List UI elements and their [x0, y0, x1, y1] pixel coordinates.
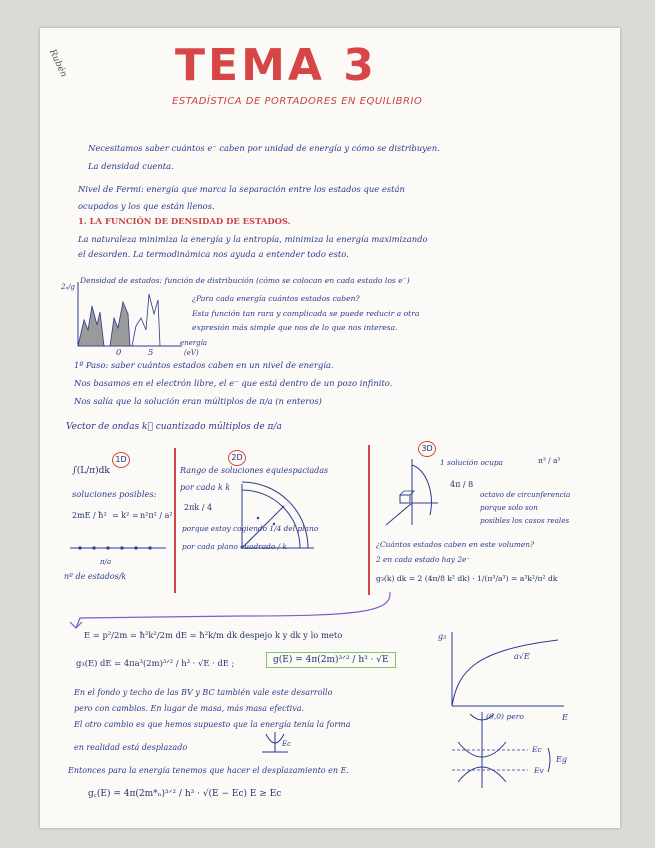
step1-line-1: 1º Paso: saber cuántos estados caben en un nivel de energía. — [74, 360, 334, 370]
col-3d-per-state: 2 en cada estado hay 2e⁻ — [376, 555, 471, 564]
graph-g-curve-label: a√E — [514, 652, 530, 661]
col-3d-frac-1: π³ / a³ — [538, 456, 561, 465]
section-1-line-1: La naturaleza minimiza la energía y la entropía, minimiza la energía maximizando — [78, 234, 428, 244]
shifted-ec-label: Ec — [282, 740, 292, 748]
col-2d-line-1: Rango de soluciones equiespaciadas — [180, 466, 329, 475]
col-1d-eq-right: n²π² / a² — [140, 511, 173, 520]
col-1d-count: nº de estados/k — [64, 572, 127, 581]
dos-line-2: ¿Para cada energía cuántos estados caben? — [192, 294, 360, 303]
dos-x-unit: (eV) — [184, 349, 199, 357]
col-1d-solutions: soluciones posibles: — [72, 489, 157, 499]
col-1d-badge: 1D — [112, 452, 130, 468]
intro-line-1: Necesitamos saber cuántos e⁻ caben por unidad de energía y cómo se distribuyen. — [88, 143, 440, 153]
col-3d-badge: 3D — [418, 441, 436, 457]
g-of-e-boxed-result: g(E) = 4π(2m)³ᐟ² / h³ · √E — [266, 652, 396, 668]
dos-line-3: Esta función tan rara y complicada se puede reducir a otra — [192, 309, 420, 318]
band-origin-label: (0,0) pero — [486, 712, 524, 721]
col-1d-number-line — [68, 540, 168, 556]
column-divider-1 — [174, 448, 176, 593]
col-3d-question: ¿Cuántos estados caben en este volumen? — [376, 540, 534, 549]
col-3d-frac-2: 4π / 8 — [450, 480, 474, 489]
band-line-3: El otro cambio es que hemos supuesto que la energía tenía la forma — [74, 720, 351, 729]
intro-line-2: La densidad cuenta. — [88, 161, 174, 171]
dos-x-label: energía — [180, 339, 208, 347]
column-divider-2 — [368, 445, 370, 595]
dos-tick-0: 0 — [116, 347, 122, 357]
col-3d-octant-3: posibles los casos reales — [480, 516, 570, 525]
dos-sketch — [70, 280, 185, 360]
band-line-1: En el fondo y techo de las BV y BC también vale este desarrollo — [74, 688, 333, 697]
col-3d-g-k: g₃(k) dk = 2 (4π/8 k² dk) · 1/(π³/a³) = a³k²/π² dk — [376, 574, 558, 583]
energy-equation: E = p²/2m = ħ²k²/2m dE = ħ²k/m dk despejo k y dk y lo meto — [84, 630, 343, 640]
section-1-line-2: el desorden. La termodinámica nos ayuda a entender todo esto. — [78, 249, 349, 259]
dos-tick-5: 5 — [148, 347, 154, 357]
graph-g-xlabel: E — [562, 713, 568, 722]
dos-y-label: 2ₑ/g — [61, 283, 76, 291]
fermi-line-2: ocupados y los que están llenos. — [78, 201, 215, 211]
step1-line-3: Nos salía que la solución eran múltiplos de π/a (n enteros) — [74, 396, 322, 406]
col-2d-note: porque estoy cogiendo 1/4 del plano — [182, 524, 319, 533]
col-3d-line-1: 1 solución ocupa — [440, 458, 503, 467]
page-subtitle: ESTADÍSTICA DE PORTADORES EN EQUILIBRIO — [172, 96, 423, 107]
col-2d-frac: 2πk / 4 — [184, 503, 213, 512]
connector-arrow — [40, 590, 400, 630]
band-line-2: pero con cambios. En lugar de masa, más masa efectiva. — [74, 704, 305, 713]
graph-g-ylabel: g₃ — [438, 632, 447, 641]
section-1-title: 1. LA FUNCIÓN DE DENSIDAD DE ESTADOS. — [78, 216, 291, 226]
final-formula: g꜀(E) = 4π(2m*ₙ)³ᐟ² / h³ · √(E − Ec) E ≥ Ec — [88, 789, 282, 799]
col-2d-note-2: por cada plano cuadrado / k — [182, 542, 287, 551]
page-title: TEMA 3 — [175, 40, 377, 91]
g-vs-e-graph — [446, 630, 566, 710]
band-ev-label: Ev — [534, 766, 544, 775]
final-line: Entonces para la energía tenemos que hacer el desplazamiento en E. — [68, 766, 349, 775]
col-1d-integral: ∫(L/π)dk — [72, 466, 110, 476]
col-1d-eq-mid: = k² = — [112, 511, 139, 520]
fermi-line-1: Nivel de Fermi: energía que marca la separación entre los estados que están — [78, 184, 405, 194]
step1-line-2: Nos basamos en el electrón libre, el e⁻ que está dentro de un pozo infinito. — [74, 378, 393, 388]
wave-vector-line: Vector de ondas k⃗ cuantizado múltiplos de π/a — [66, 422, 282, 432]
dos-line-1: Densidad de estados: función de distribución (cómo se colocan en cada estado los e⁻) — [80, 276, 410, 285]
band-ec-label: Ec — [532, 745, 542, 754]
g-of-e-derivation: g₃(E) dE = 4πa³(2m)³ᐟ² / h³ · √E · dE ; — [76, 658, 235, 668]
col-3d-sphere-sketch — [380, 455, 440, 535]
band-line-4: en realidad está desplazado — [74, 743, 188, 752]
col-3d-octant-2: porque solo son — [480, 503, 538, 512]
band-eg-label: Eg — [556, 755, 567, 764]
dos-line-4: expresión más simple que nos de lo que nos interesa. — [192, 323, 398, 332]
col-2d-line-2: por cada k k — [180, 483, 231, 492]
col-1d-eq-left: 2mE / ħ² — [72, 511, 107, 520]
col-1d-spacing: π/a — [100, 558, 112, 566]
margin-note: Rubén — [46, 48, 69, 79]
col-2d-badge: 2D — [228, 450, 246, 466]
col-3d-octant: octavo de circunferencia — [480, 490, 571, 499]
